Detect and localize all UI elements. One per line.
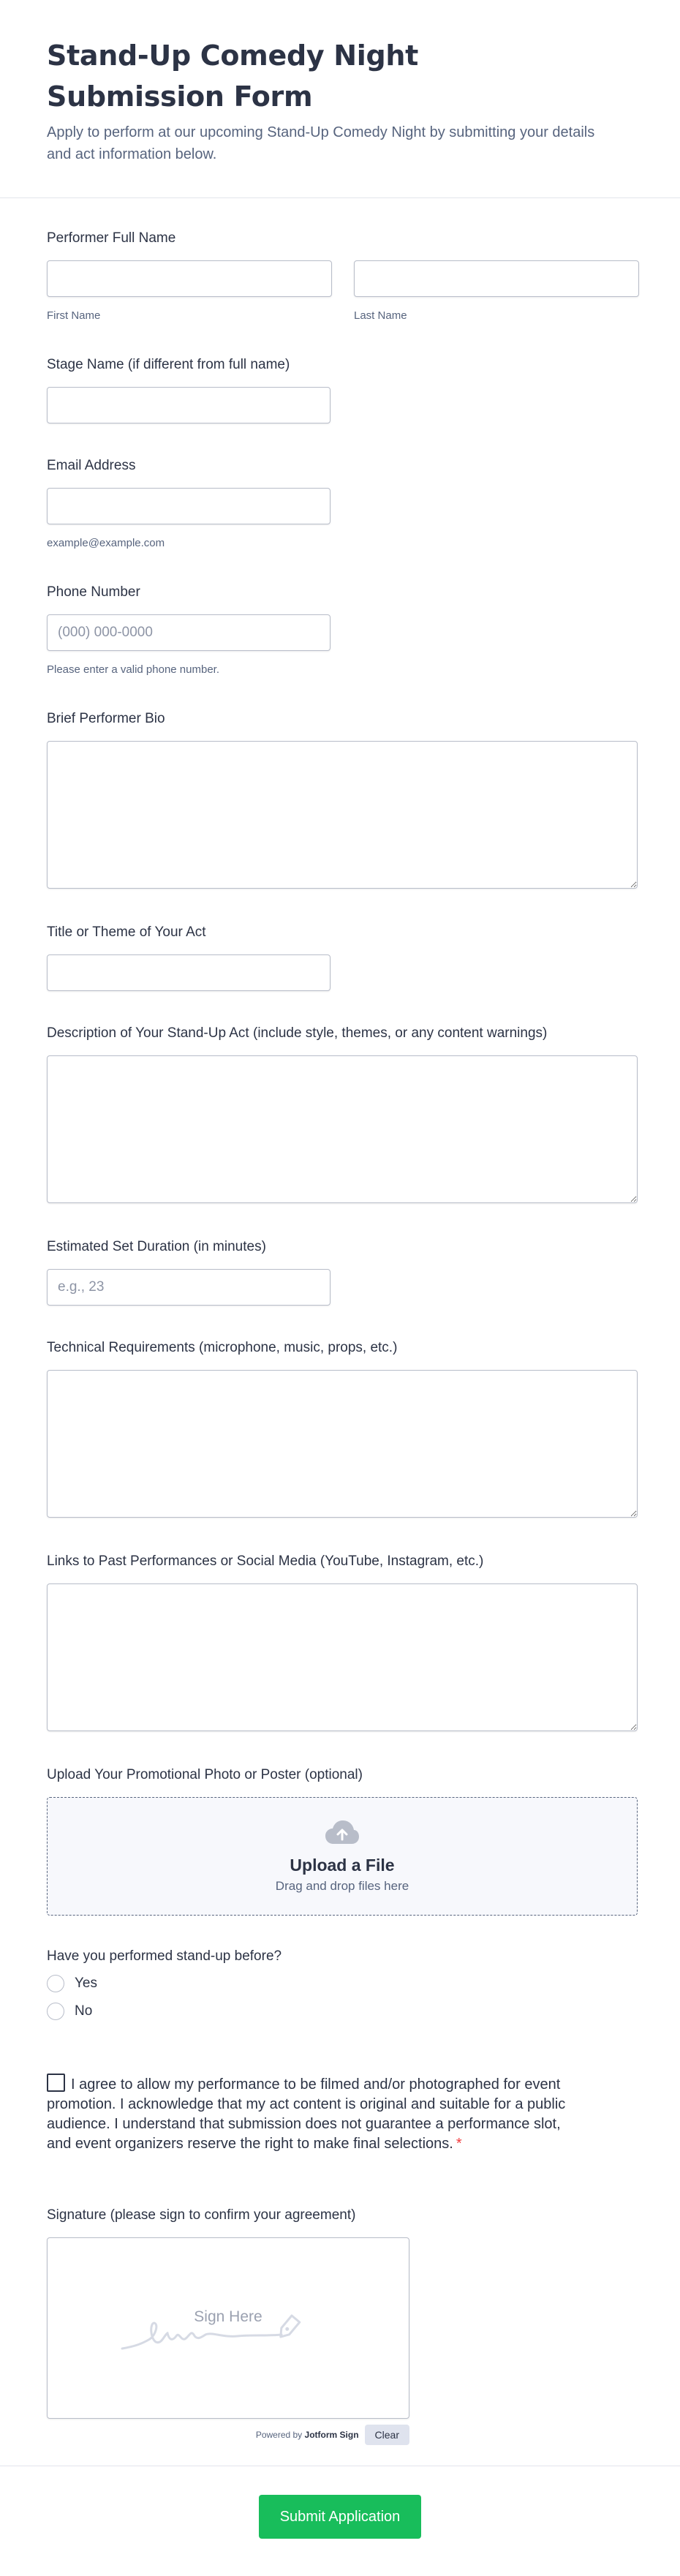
form-header [0,0,680,198]
email-field [47,457,638,550]
act-description-textarea[interactable] [47,1055,638,1203]
tech-textarea[interactable] [47,1370,638,1518]
signature-field [47,2207,638,2445]
full-name-field [47,230,638,323]
first-name-input[interactable] [47,260,332,297]
powered-by-brand: Jotform Sign [304,2430,359,2440]
bio-field [47,710,638,889]
stage-name-input[interactable] [47,387,330,423]
duration-input[interactable] [47,1269,330,1306]
act-description-label: Description of Your Stand-Up Act (include style, themes, or any content warnings) [47,1025,548,1041]
upload-field [47,1766,638,1916]
act-description-field [47,1025,638,1203]
links-textarea[interactable] [47,1583,638,1731]
cloud-upload-icon [325,1820,360,1854]
performed-before-field [47,1948,638,2021]
signature-scribble-icon [121,2308,333,2356]
form-subtitle: Apply to perform at our upcoming Stand-Up Comedy Night by submitting your details and act information below. [47,124,595,162]
required-mark: * [456,2136,462,2152]
phone-label: Phone Number [47,584,140,600]
submit-button[interactable]: Submit Application [259,2495,421,2539]
consent-checkbox[interactable] [47,2074,65,2092]
signature-footer [47,2425,409,2445]
act-title-input[interactable] [47,954,330,991]
duration-label: Estimated Set Duration (in minutes) [47,1239,266,1254]
first-name-sublabel: First Name [47,309,101,322]
upload-title: Upload a File [290,1855,395,1875]
act-title-field [47,924,638,991]
form-body [0,230,680,2445]
performed-before-label: Have you performed stand-up before? [47,1948,282,1964]
bio-label: Brief Performer Bio [47,711,165,726]
upload-subtitle: Drag and drop files here [275,1878,409,1893]
radio-button[interactable] [47,1975,64,1992]
stage-name-field [47,356,638,423]
full-name-label: Performer Full Name [47,230,176,246]
radio-option-no[interactable] [47,2002,638,2021]
email-sublabel: example@example.com [47,537,165,549]
act-title-label: Title or Theme of Your Act [47,924,206,940]
submit-bar [0,2466,680,2576]
consent-text: I agree to allow my performance to be filmed and/or photographed for event promotion. I acknowledge that my act content is original and suitable for a public audience. I understand that submission does not guarantee a performance slot, and event organizers reserve the right to make final selections. [47,2076,566,2152]
powered-by-prefix: Powered by [255,2430,303,2440]
last-name-sublabel: Last Name [354,309,407,322]
radio-label-yes: Yes [75,1976,97,1991]
bio-textarea[interactable] [47,741,638,889]
radio-button[interactable] [47,2003,64,2020]
form-title: Stand-Up Comedy Night Submission Form [47,39,418,113]
tech-field [47,1339,638,1518]
upload-label: Upload Your Promotional Photo or Poster (optional) [47,1767,363,1782]
stage-name-label: Stage Name (if different from full name) [47,357,290,372]
duration-field [47,1238,638,1306]
tech-label: Technical Requirements (microphone, music, props, etc.) [47,1340,398,1355]
phone-sublabel: Please enter a valid phone number. [47,663,219,676]
powered-by [256,2430,359,2440]
links-label: Links to Past Performances or Social Media (YouTube, Instagram, etc.) [47,1553,484,1569]
radio-label-no: No [75,2003,93,2019]
upload-dropzone[interactable] [47,1797,638,1916]
consent-field [47,2074,573,2154]
signature-placeholder: Sign Here [194,2308,262,2325]
email-input[interactable] [47,488,330,524]
phone-input[interactable] [47,614,330,651]
last-name-input[interactable] [354,260,639,297]
clear-signature-button[interactable]: Clear [365,2425,409,2445]
radio-option-yes[interactable] [47,1974,638,1993]
email-label: Email Address [47,458,136,473]
signature-pad[interactable] [47,2237,409,2419]
links-field [47,1553,638,1731]
signature-label: Signature (please sign to confirm your agreement) [47,2207,356,2223]
phone-field [47,584,638,677]
